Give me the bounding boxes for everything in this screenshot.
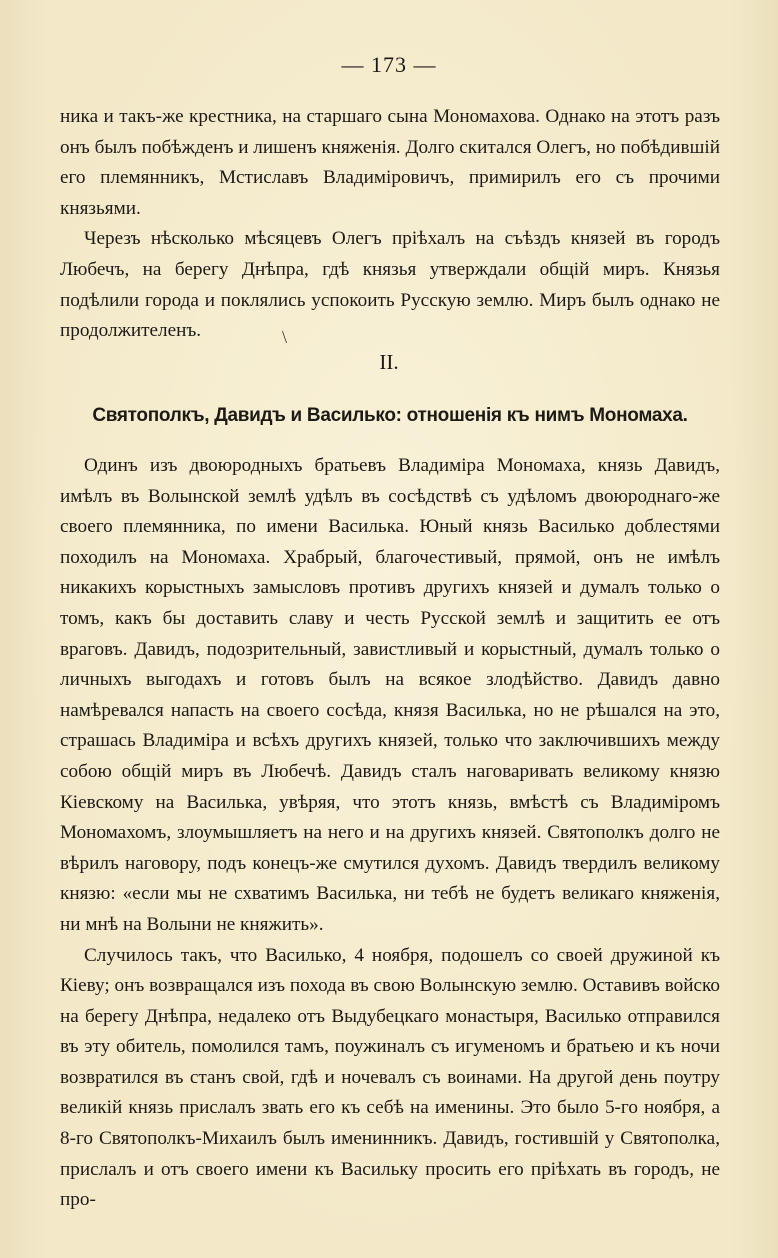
body-paragraph-1: Одинъ изъ двоюродныхъ братьевъ Владиміра Мономаха, князь Давидъ, имѣлъ въ Волынской землѣ удѣлъ въ сосѣдствѣ съ удѣломъ двоюроднаго-же своего племянника, по имени Василька. Юный князь Василько доблестями походилъ на Мономаха. Храбрый, благочестивый, прямой, онъ не имѣлъ никакихъ корыстныхъ замысловъ противъ другихъ князей и думалъ только о томъ, какъ бы доставить славу и честь Русской землѣ и защитить ее отъ враговъ. Давидъ, подозрительный, завистливый и корыстный, думалъ только о личныхъ выгодахъ и готовъ былъ на всякое злодѣйство. Давидъ давно намѣревался напасть на своего сосѣда, князя Василька, но не рѣшался на это, страшась Владиміра и всѣхъ другихъ князей, только что заключившихъ между собою общій миръ въ Любечѣ. Давидъ сталъ наговаривать великому князю Кіевскому на Василька, увѣряя, что этотъ князь, вмѣстѣ съ Владиміромъ Мономахомъ, злоумышляетъ на него и на другихъ князей. Святополкъ долго не вѣрилъ наговору, подъ конецъ-же смутился духомъ. Давидъ твердилъ великому князю: «если мы не схватимъ Василька, ни тебѣ не будетъ великаго княженія, ни мнѣ на Волыни не княжить». xyxy=(60,455,720,935)
page-number: — 173 — xyxy=(341,52,437,77)
intro-paragraph-1: ника и такъ-же крестника, на старшаго сына Мономахова. Однако на этотъ разъ онъ былъ побѣжденъ и лишенъ княженія. Долго скитался Олегъ, но побѣдившій его племянникъ, Мстиславъ Владиміровичъ, примирилъ его съ прочими князьями. xyxy=(60,106,720,219)
stray-mark: \ xyxy=(282,327,288,347)
section-number: II. xyxy=(379,350,399,374)
body-paragraph-2: Случилось такъ, что Василько, 4 ноября, подошелъ со своей дружиной къ Кіеву; онъ возвращался изъ похода въ свою Волынскую землю. Оставивъ войско на берегу Днѣпра, недалеко отъ Выдубецкаго монастыря, Василько отправился въ эту обитель, помолился тамъ, поужиналъ съ игуменомъ и братьею и къ ночи возвратился въ станъ свой, гдѣ и ночевалъ съ воинами. На другой день поутру великій князь прислалъ звать его къ себѣ на именины. Это было 5-го ноября, а 8-го Святополкъ-Михаилъ былъ именинникъ. Давидъ, гостившій у Святополка, прислалъ и отъ своего имени къ Васильку просить его пріѣхать въ городъ, не про- xyxy=(60,944,720,1211)
intro-text xyxy=(60,102,720,347)
body-text xyxy=(60,451,720,1216)
section-title: Святополкъ, Давидъ и Василько: отношенія къ нимъ Мономаха. xyxy=(92,405,688,426)
intro-paragraph-2: Черезъ нѣсколько мѣсяцевъ Олегъ пріѣхалъ на съѣздъ князей въ городъ Любечъ, на берегу Днѣпра, гдѣ князья утверждали общій миръ. Князья подѣлили города и поклялись успокоить Русскую землю. Миръ былъ однако не продолжителенъ. xyxy=(60,228,720,342)
